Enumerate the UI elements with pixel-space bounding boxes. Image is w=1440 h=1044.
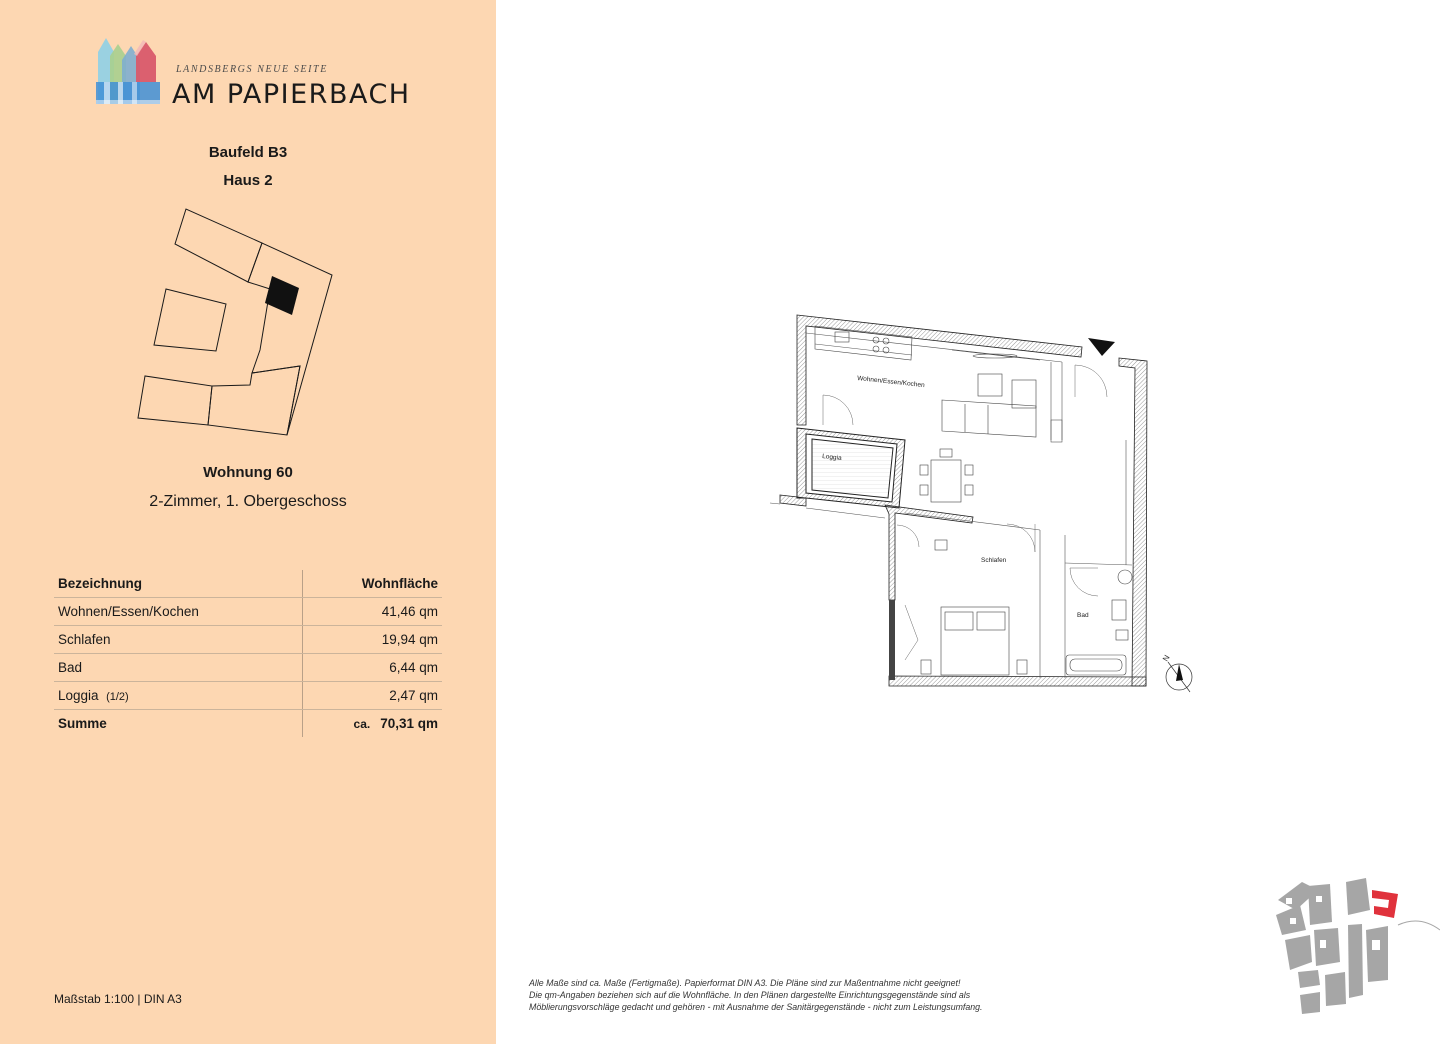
sum-label: Summe [54, 710, 303, 738]
sofa [942, 374, 1036, 437]
table-header-row [54, 570, 442, 598]
sidebar-panel [0, 0, 496, 1044]
header-value: Wohnfläche [303, 570, 443, 598]
north-arrow-icon [1161, 653, 1192, 692]
apartment-name: Wohnung 60 [203, 464, 293, 481]
disclaimer-line: Die qm-Angaben beziehen sich auf die Wohnfläche. In den Plänen dargestellte Einrichtungsgegenstände sind als [529, 990, 971, 1000]
row-label: Wohnen/Essen/Kochen [54, 598, 303, 626]
disclaimer [529, 977, 1049, 1013]
floor-plan [760, 305, 1200, 700]
north-label: N [1160, 653, 1172, 663]
header-label: Bezeichnung [54, 570, 303, 598]
highlighted-building [1372, 890, 1398, 918]
highlighted-house [265, 276, 299, 315]
row-value: 2,47 qm [303, 682, 443, 710]
disclaimer-line: Möblierungsvorschläge gedacht und gehören - mit Ausnahme der Sanitärgegenstände - nicht zum Leistungsumfang. [529, 1002, 983, 1012]
loggia [797, 428, 905, 508]
row-value: 41,46 qm [303, 598, 443, 626]
bathroom-fixtures [1066, 570, 1132, 675]
sum-value: 70,31 qm [380, 716, 438, 731]
room-label-loggia: Loggia [821, 453, 842, 463]
row-label: Schlafen [54, 626, 303, 654]
apartment-description: 2-Zimmer, 1. Obergeschoss [149, 493, 347, 510]
logo-houses-icon [96, 34, 166, 110]
area-table [54, 570, 442, 737]
table-row [54, 682, 442, 710]
row-label: Loggia [58, 688, 99, 703]
logo-tagline: LANDSBERGS NEUE SEITE [176, 64, 328, 75]
row-label: Bad [54, 654, 303, 682]
row-note: (1/2) [106, 691, 129, 703]
sum-value-cell [303, 710, 443, 738]
table-row [54, 654, 442, 682]
entrance-arrow-icon [1088, 338, 1115, 356]
room-label-bad: Bad [1077, 612, 1089, 619]
table-row [54, 626, 442, 654]
disclaimer-line: Alle Maße sind ca. Maße (Fertigmaße). Papierformat DIN A3. Die Pläne sind zur Maßentnahme nicht geeignet! [529, 978, 961, 988]
table-sum-row [54, 710, 442, 738]
bed [921, 607, 1027, 675]
site-plan [130, 200, 345, 445]
room-label-schlafen: Schlafen [981, 557, 1007, 564]
row-value: 19,94 qm [303, 626, 443, 654]
room-label-wohnen: Wohnen/Essen/Kochen [856, 375, 925, 390]
haus-label: Haus 2 [223, 172, 273, 189]
scale-label: Maßstab 1:100 | DIN A3 [54, 992, 182, 1006]
site-key-map [1270, 875, 1440, 1015]
row-label-cell [54, 682, 303, 710]
dining-table [920, 449, 973, 550]
logo-title: AM PAPIERBACH [172, 79, 411, 110]
baufeld-label: Baufeld B3 [208, 144, 288, 161]
sum-prefix: ca. [353, 717, 371, 731]
table-row [54, 598, 442, 626]
row-value: 6,44 qm [303, 654, 443, 682]
